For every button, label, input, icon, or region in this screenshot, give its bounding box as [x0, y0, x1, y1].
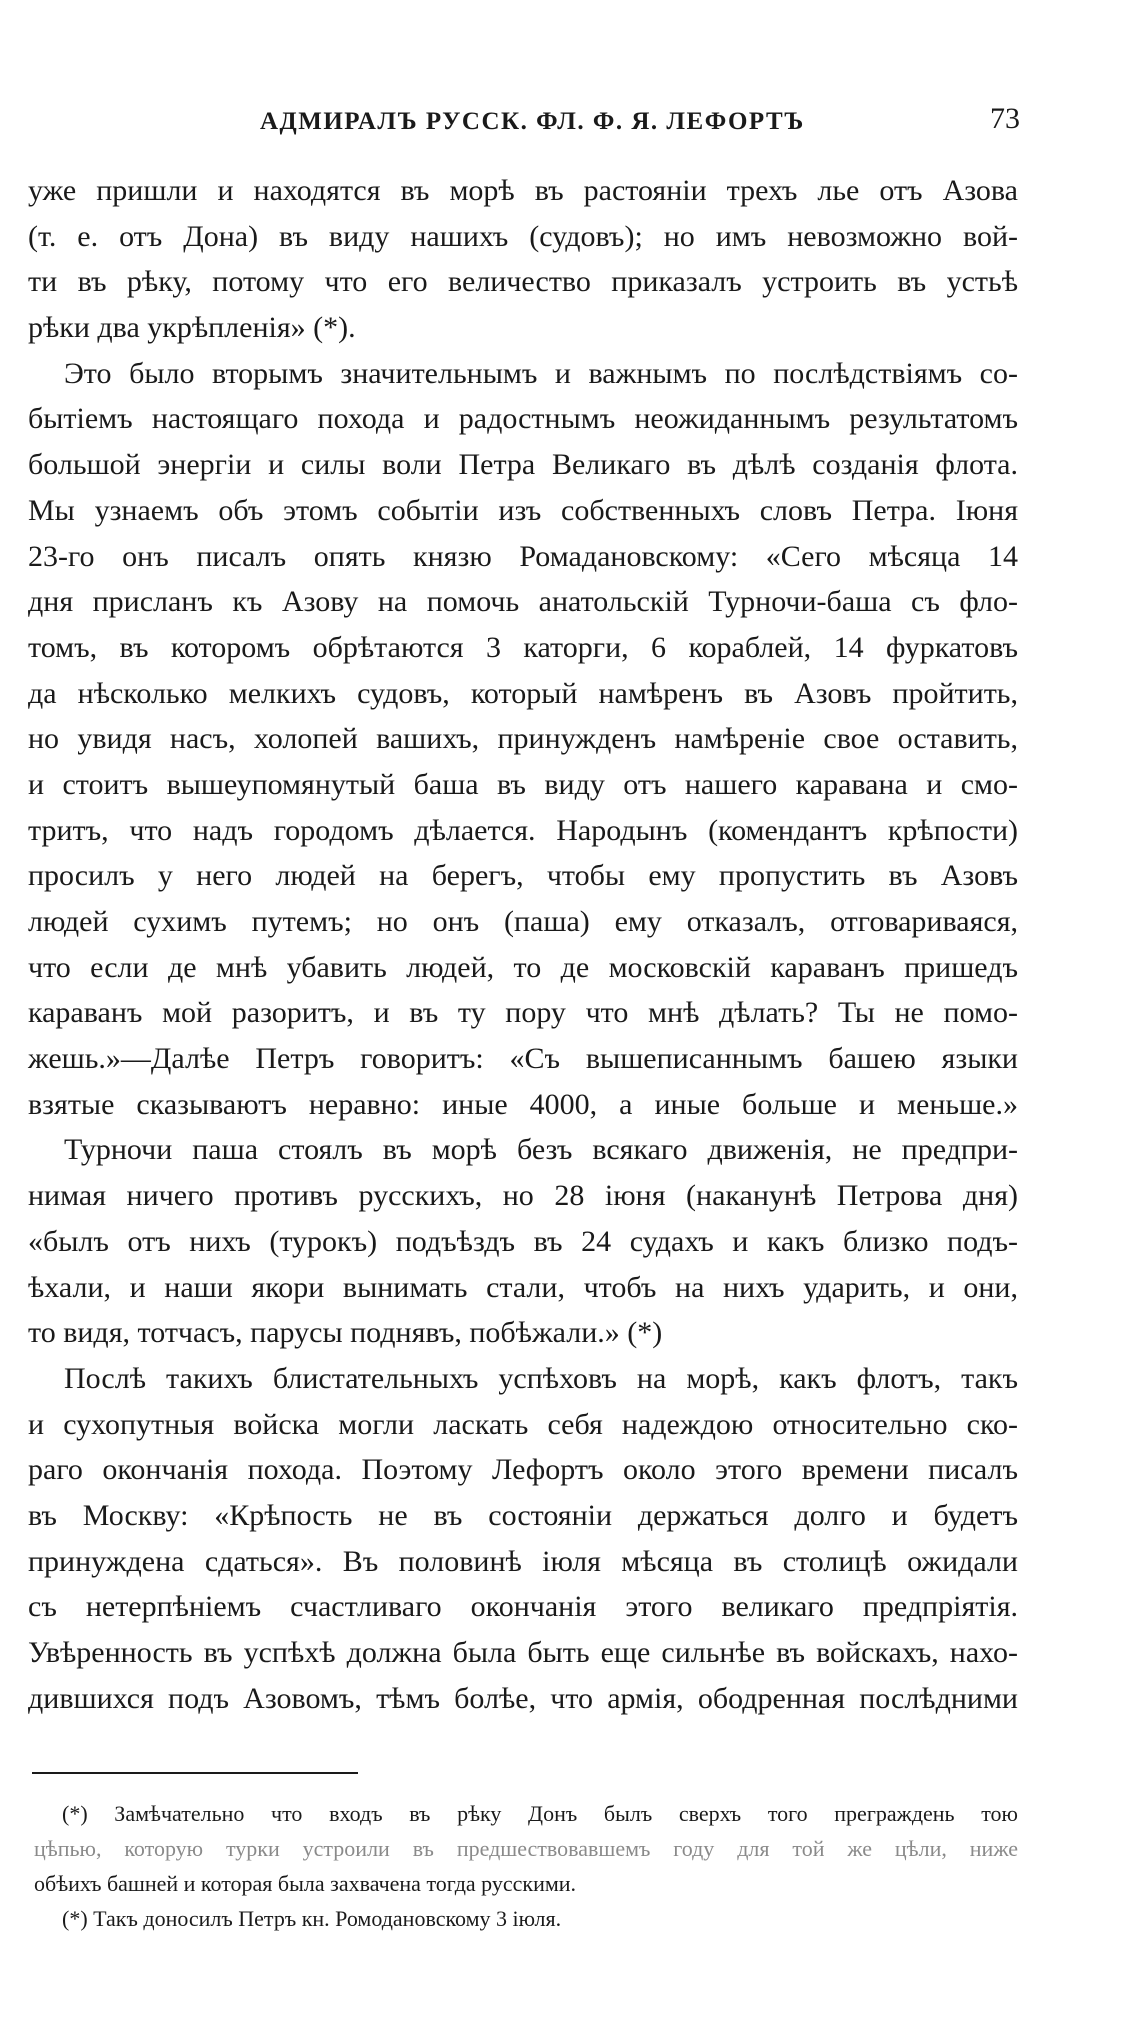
footnote-line: обѣихъ башней и которая была захвачена тогда русскими.: [34, 1871, 577, 1896]
running-title: АДМИРАЛЪ РУССК. ФЛ. Ф. Я. ЛЕФОРТЪ: [260, 108, 805, 135]
text-line: и сухопутныя войска могли ласкать себя надеждою относительно ско-: [28, 1407, 1018, 1441]
text-line: жешь.»—Далѣе Петръ говоритъ: «Съ вышеписаннымъ башею языки: [28, 1042, 1018, 1076]
text-line: «былъ отъ нихъ (турокъ) подъѣздъ въ 24 судахъ и какъ близко подъ-: [28, 1224, 1018, 1258]
text-line: ѣхали, и наши якори вынимать стали, чтобъ на нихъ ударить, и они,: [28, 1270, 1018, 1304]
main-text: [28, 168, 1018, 1721]
text-line: тритъ, что надъ городомъ дѣлается. Народынъ (комендантъ крѣпости): [28, 813, 1018, 847]
text-line: Послѣ такихъ блистательныхъ успѣховъ на морѣ, какъ флотъ, такъ: [64, 1361, 1018, 1395]
footnotes: [34, 1796, 1018, 1936]
footnote-1: [34, 1796, 1018, 1901]
text-line: дившихся подъ Азовомъ, тѣмъ болѣе, что армія, ободренная послѣдними: [28, 1681, 1018, 1715]
text-line: Турночи паша стоялъ въ морѣ безъ всякаго движенія, не предпри-: [64, 1133, 1018, 1167]
text-line: нимая ничего противъ русскихъ, но 28 іюня (наканунѣ Петрова дня): [28, 1179, 1018, 1213]
running-head: [28, 100, 1020, 140]
text-line: 23-го онъ писалъ опять князю Ромадановскому: «Сего мѣсяца 14: [28, 539, 1018, 573]
text-line: караванъ мой разоритъ, и въ ту пору что мнѣ дѣлать? Ты не помо-: [28, 996, 1018, 1030]
text-line: Увѣренность въ успѣхѣ должна была быть еще сильнѣе въ войскахъ, нахо-: [28, 1636, 1018, 1669]
text-line: раго окончанія похода. Поэтому Лефортъ около этого времени писалъ: [28, 1453, 1018, 1487]
text-line: большой энергіи и силы воли Петра Великаго въ дѣлѣ созданія флота.: [28, 448, 1018, 482]
text-line: рѣки два укрѣпленія» (*).: [28, 311, 356, 345]
text-line: (т. е. отъ Дона) въ виду нашихъ (судовъ); но имъ невозможно вой-: [28, 219, 1018, 253]
text-line: уже пришли и находятся въ морѣ въ растояніи трехъ лье отъ Азова: [28, 174, 1018, 207]
footnote-line: (*) Такъ доносилъ Петръ кн. Ромодановскому 3 іюля.: [62, 1906, 562, 1931]
paragraph-4: [28, 1356, 1018, 1722]
text-line: то видя, тотчасъ, парусы поднявъ, побѣжали.» (*): [28, 1316, 663, 1350]
text-line: Мы узнаемъ объ этомъ событіи изъ собственныхъ словъ Петра. Іюня: [28, 493, 1018, 527]
text-line: людей сухимъ путемъ; но онъ (паша) ему отказалъ, отговариваяся,: [28, 905, 1018, 938]
text-line: что если де мнѣ убавить людей, то де московскій караванъ пришедъ: [28, 950, 1018, 984]
text-line: въ Москву: «Крѣпость не въ состояніи держаться долго и будетъ: [28, 1498, 1018, 1532]
text-line: томъ, въ которомъ обрѣтаются 3 каторги, 6 кораблей, 14 фуркатовъ: [28, 630, 1018, 664]
paragraph-1: [28, 168, 1018, 351]
text-line: ти въ рѣку, потому что его величество приказалъ устроить въ устьѣ: [28, 265, 1018, 299]
text-line: Это было вторымъ значительнымъ и важнымъ по послѣдствіямъ со-: [64, 356, 1018, 390]
page-number: 73: [990, 102, 1020, 135]
text-line: просилъ у него людей на берегъ, чтобы ему пропустить въ Азовъ: [28, 859, 1018, 893]
text-line: съ нетерпѣніемъ счастливаго окончанія этого великаго предпріятія.: [28, 1590, 1018, 1624]
text-line: и стоитъ вышеупомянутый баша въ виду отъ нашего каравана и смо-: [28, 767, 1018, 801]
paragraph-2: [28, 351, 1018, 1128]
text-line: бытіемъ настоящаго похода и радостнымъ неожиданнымъ результатомъ: [28, 402, 1018, 436]
text-line: принуждена сдаться». Въ половинѣ іюля мѣсяца въ столицѣ ожидали: [28, 1544, 1018, 1578]
text-line: взятые сказываютъ неравно: иные 4000, а иные больше и меньше.»: [28, 1087, 1018, 1121]
text-line: да нѣсколько мелкихъ судовъ, который намѣренъ въ Азовъ пройтить,: [28, 676, 1018, 710]
footnote-2: [34, 1901, 1018, 1936]
text-line: но увидя насъ, холопей вашихъ, принужденъ намѣреніе свое оставить,: [28, 722, 1018, 756]
paragraph-3: [28, 1127, 1018, 1355]
footnote-divider: [32, 1772, 358, 1774]
footnote-line: (*) Замѣчательно что входъ въ рѣку Донъ былъ сверхъ того преграждень тою: [62, 1801, 1018, 1826]
footnote-line: цѣпью, которую турки устроили въ предшествовавшемъ году для той же цѣли, ниже: [34, 1836, 1018, 1861]
text-line: дня присланъ къ Азову на помочь анатольскій Турночи-баша съ фло-: [28, 585, 1018, 619]
